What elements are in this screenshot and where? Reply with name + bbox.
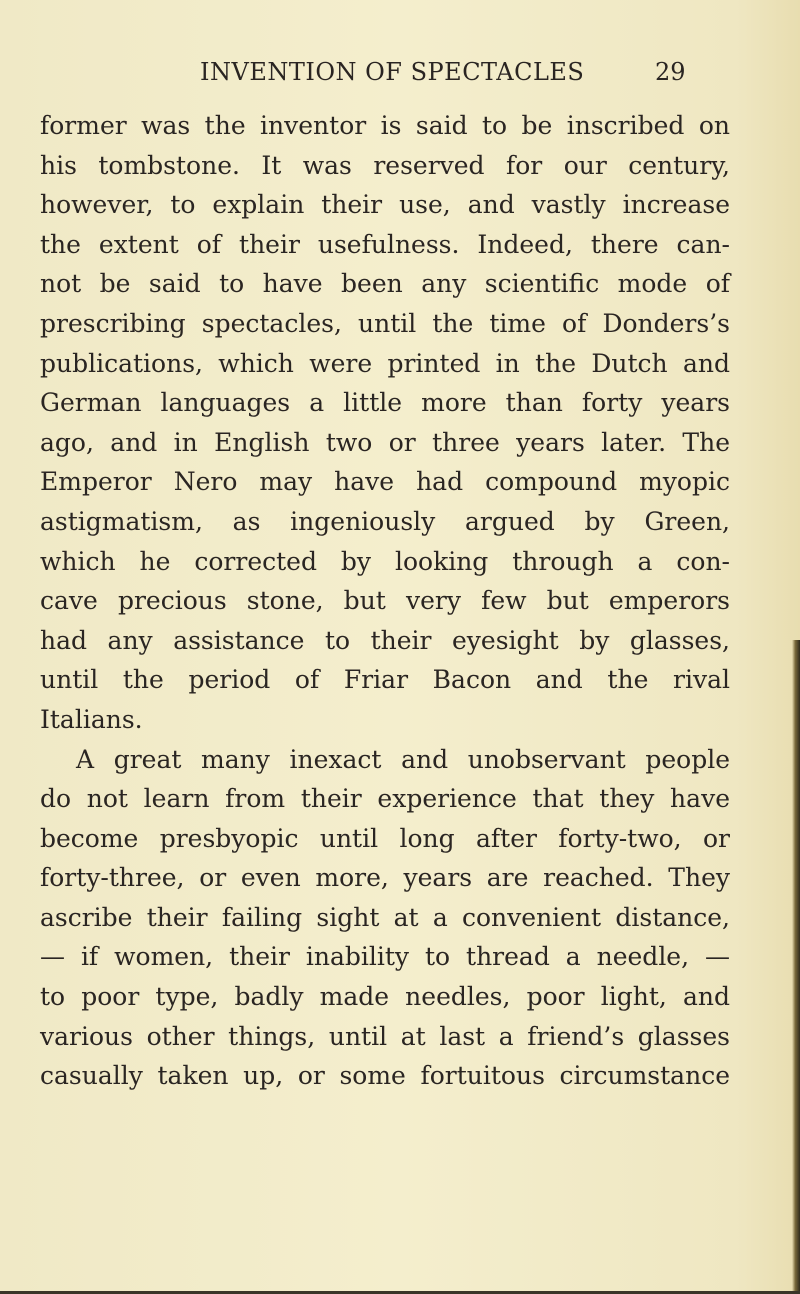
text-line: do not learn from their experience that they have <box>40 784 730 814</box>
text-line: until the period of Friar Bacon and the rival <box>40 665 730 695</box>
text-line: to poor type, badly made needles, poor light, and <box>40 982 730 1012</box>
text-line: various other things, until at last a friend’s glasses <box>40 1021 730 1051</box>
text-line: A great many inexact and unobservant people <box>76 744 730 774</box>
text-line: ascribe their failing sight at a convenient distance, <box>40 902 730 932</box>
text-line: become presbyopic until long after forty-two, or <box>40 823 730 853</box>
text-line: Italians. <box>40 704 143 734</box>
text-line: publications, which were printed in the Dutch and <box>40 348 730 378</box>
text-line: forty-three, or even more, years are reached. They <box>40 863 730 893</box>
text-line: cave precious stone, but very few but emperors <box>40 586 730 616</box>
text-line: casually taken up, or some fortuitous circumstance <box>40 1061 730 1091</box>
page-number: 29 <box>655 58 686 86</box>
body-text <box>40 106 730 1096</box>
text-line: which he corrected by looking through a con- <box>40 546 730 576</box>
page-edge-shadow <box>792 640 800 1294</box>
text-line: the extent of their usefulness. Indeed, there can- <box>40 229 730 259</box>
text-line: not be said to have been any scientific mode of <box>40 269 730 299</box>
text-line: German languages a little more than forty years <box>40 388 730 418</box>
text-line: — if women, their inability to thread a needle, — <box>40 942 730 972</box>
text-line: his tombstone. It was reserved for our century, <box>40 150 730 180</box>
page-header <box>0 58 800 90</box>
text-line: Emperor Nero may have had compound myopic <box>40 467 730 497</box>
text-line: had any assistance to their eyesight by glasses, <box>40 625 730 655</box>
text-line: prescribing spectacles, until the time of Donders’s <box>40 308 730 338</box>
running-title: INVENTION OF SPECTACLES <box>200 58 585 86</box>
text-line: ago, and in English two or three years later. The <box>40 427 730 457</box>
text-line: astigmatism, as ingeniously argued by Green, <box>40 506 730 536</box>
text-line: former was the inventor is said to be inscribed on <box>40 111 730 140</box>
text-line: however, to explain their use, and vastly increase <box>40 190 730 220</box>
